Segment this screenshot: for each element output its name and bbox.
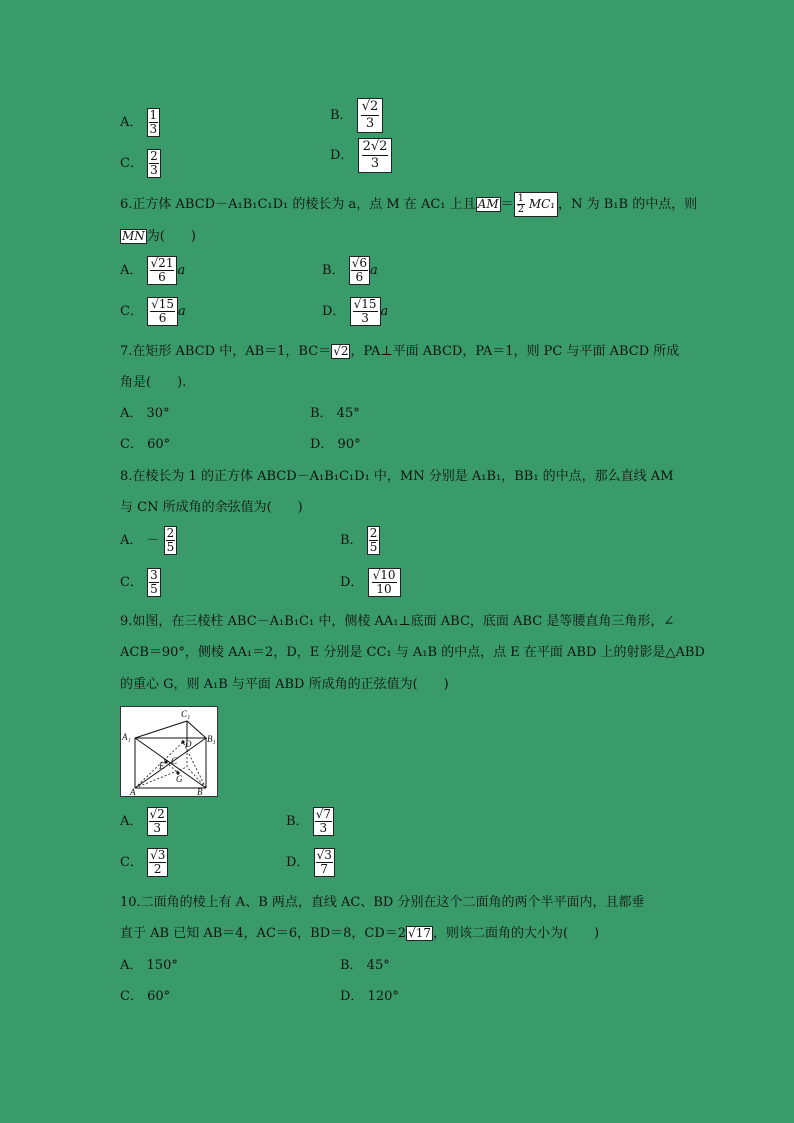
q9-option-c[interactable]: C． $\frac{√3}{2}$ [120, 848, 168, 877]
q10-option-b[interactable]: B． 45° [340, 958, 390, 973]
label-b1: B₁ [207, 734, 216, 744]
label-g: G [176, 774, 183, 784]
q8-stem-line1: 8.在棱长为 1 的正方体 ABCD－A₁B₁C₁D₁ 中，MN 分别是 A₁B₁，BB₁ 的中点，那么直线 AM [120, 469, 674, 484]
label-e: E [159, 761, 165, 771]
label-c1: C₁ [181, 709, 191, 719]
q7-stem-line1: 7.在矩形 ABCD 中，AB＝1，BC＝ √2 ，PA⊥平面 ABCD，PA＝1，则 PC 与平面 ABCD 所成 [120, 344, 680, 359]
q10-option-d[interactable]: D． 120° [340, 989, 399, 1004]
label-a: A [130, 787, 136, 796]
q7-option-a[interactable]: A． 30° [120, 406, 170, 421]
q10-stem-line1: 10.二面角的棱上有 A、B 两点，直线 AC、BD 分别在这个二面角的两个半平面内，且都垂 [120, 895, 645, 910]
q7-option-b[interactable]: B． 45° [310, 406, 360, 421]
fraction: $\frac{1}{3}$ [147, 108, 161, 137]
q5-option-b[interactable]: B． $\frac{√2}{3}$ [330, 98, 383, 133]
q9-stem-line1: 9.如图，在三棱柱 ABC－A₁B₁C₁ 中，侧棱 AA₁⊥底面 ABC，底面 ABC 是等腰直角三角形，∠ [120, 614, 675, 629]
q5-option-d[interactable]: D． $\frac{2√2}{3}$ [330, 138, 392, 173]
label-c: C [171, 756, 178, 766]
q6-option-c[interactable]: C． $\frac{√15}{6}$ a [120, 297, 186, 325]
q10-stem-line2: 直于 AB 已知 AB＝4，AC＝6，BD＝8，CD＝2 √17 ，则该二面角的大小为( ) [120, 926, 600, 941]
fraction: $\frac{√2}{3}$ [357, 98, 384, 133]
q9-stem-line2: ACB＝90°，侧棱 AA₁＝2，D，E 分别是 CC₁ 与 A₁B 的中点，点 E 在平面 ABD 上的射影是△ABD [120, 645, 705, 660]
q6-option-b[interactable]: B． $\frac{√6}{6}$ a [322, 256, 378, 284]
q6-stem-line1: 6.正方体 ABCD－A₁B₁C₁D₁ 的棱长为 a，点 M 在 AC₁ 上且 AM ＝ $\frac{1}{2}$ MC₁ ，N 为 B₁B 的中点，则 [120, 193, 698, 215]
q7-option-d[interactable]: D． 90° [310, 437, 361, 452]
prism-figure [120, 706, 218, 797]
label-a1: A₁ [122, 732, 131, 742]
fraction: $\frac{2√2}{3}$ [358, 138, 393, 173]
q6-option-d[interactable]: D． $\frac{√15}{3}$ a [322, 297, 389, 325]
q8-option-c[interactable]: C． $\frac{3}{5}$ [120, 568, 161, 597]
q6-stem-line2: MN 为( ) [122, 229, 196, 244]
q8-stem-line2: 与 CN 所成角的余弦值为( ) [120, 500, 303, 515]
q9-stem-line3: 的重心 G，则 A₁B 与平面 ABD 所成角的正弦值为( ) [120, 677, 449, 692]
label-d: D [185, 739, 192, 749]
q10-option-c[interactable]: C． 60° [120, 989, 171, 1004]
q8-option-d[interactable]: D． $\frac{√10}{10}$ [340, 568, 401, 597]
q7-stem-line2: 角是( ). [120, 375, 187, 390]
q10-option-a[interactable]: A． 150° [120, 958, 178, 973]
fraction: $\frac{2}{3}$ [147, 149, 161, 178]
q9-option-a[interactable]: A． $\frac{√2}{3}$ [120, 807, 168, 836]
prism-diagram [121, 707, 217, 796]
q6-option-a[interactable]: A． $\frac{√21}{6}$ a [120, 256, 186, 284]
q7-option-c[interactable]: C． 60° [120, 437, 171, 452]
q5-option-a[interactable]: A． $\frac{1}{3}$ [120, 108, 160, 137]
q9-option-d[interactable]: D． $\frac{√3}{7}$ [286, 848, 335, 877]
q8-option-b[interactable]: B． $\frac{2}{5}$ [340, 526, 380, 555]
q9-option-b[interactable]: B． $\frac{√7}{3}$ [286, 807, 334, 836]
q8-option-a[interactable]: A． － $\frac{2}{5}$ [120, 526, 177, 555]
q5-option-c[interactable]: C． $\frac{2}{3}$ [120, 149, 161, 178]
label-b: B [197, 787, 203, 796]
